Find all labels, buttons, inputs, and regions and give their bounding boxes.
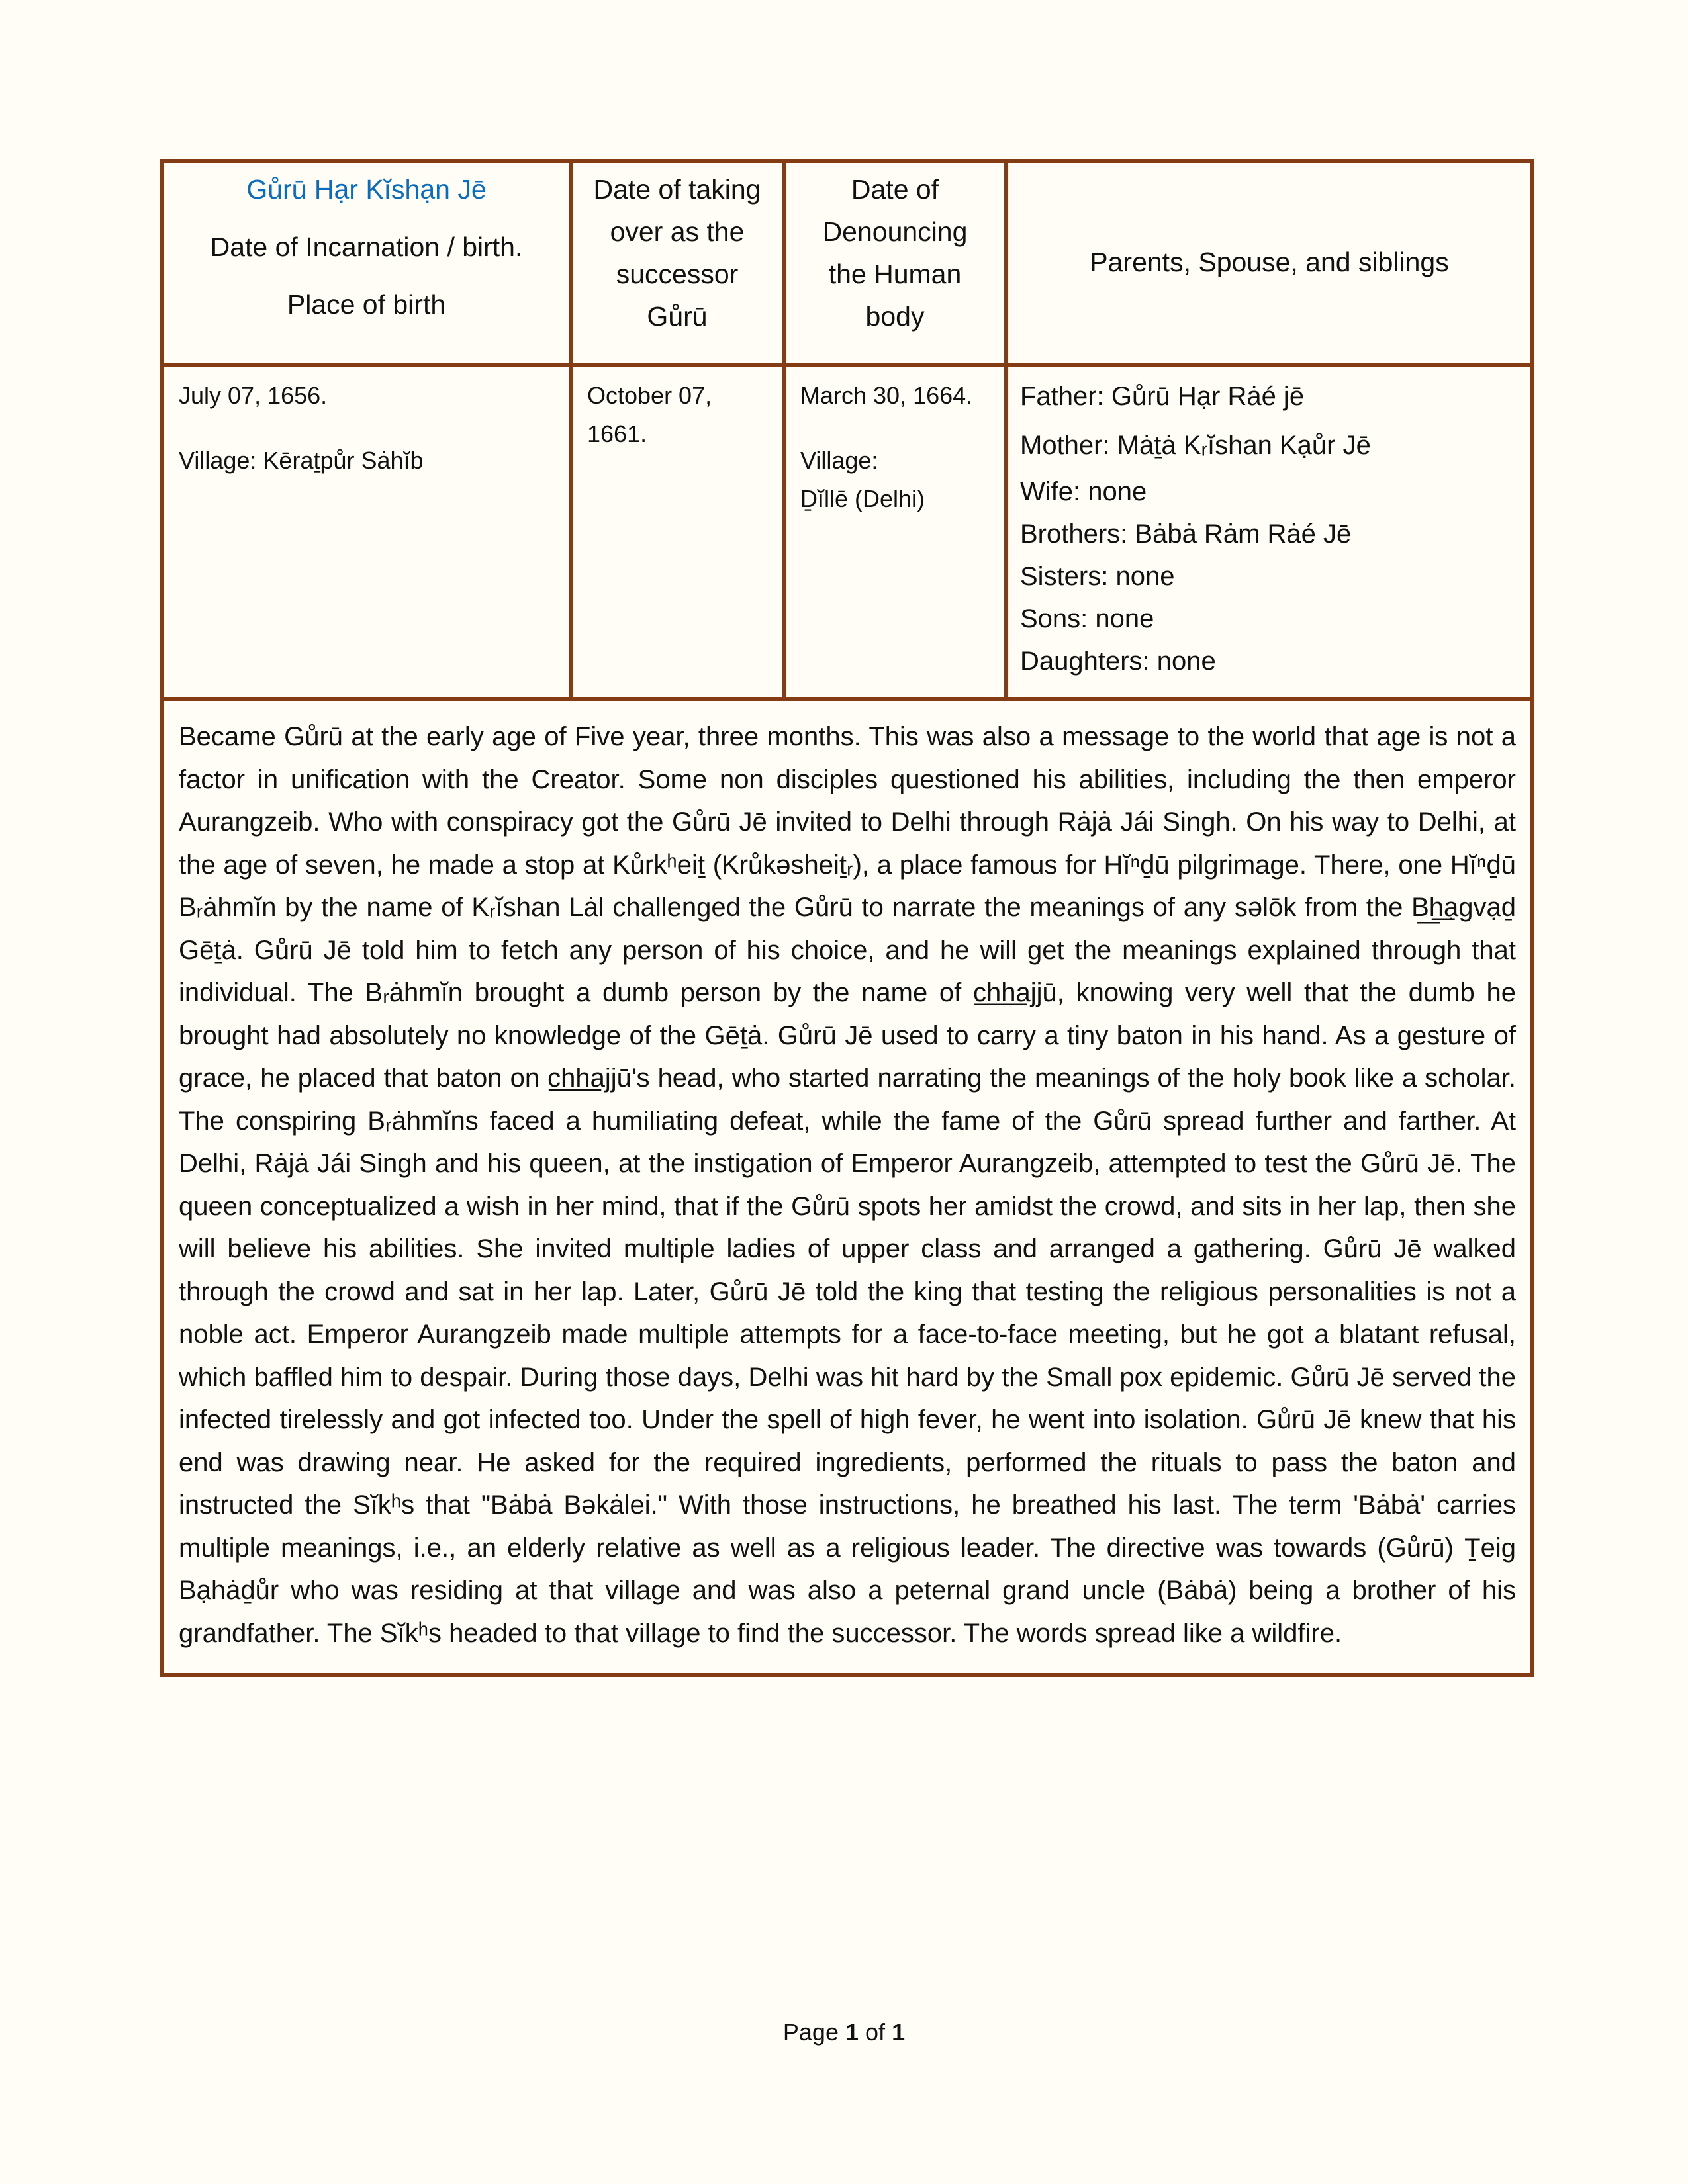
header-death-line: Date of xyxy=(851,174,939,205)
succession-date-year: 1661. xyxy=(587,420,647,447)
header-succession-line: Date of taking xyxy=(593,174,761,205)
birth-cell xyxy=(162,365,571,699)
header-succession-line: successor xyxy=(616,259,739,289)
details-row xyxy=(162,365,1532,699)
death-cell xyxy=(784,365,1006,699)
header-death-line: body xyxy=(865,301,925,332)
family-brothers: Brothers: Bȧbȧ Rȧm Rȧé Jē xyxy=(1020,520,1352,549)
family-sons: Sons: none xyxy=(1020,604,1154,633)
family-daughters: Daughters: none xyxy=(1020,647,1216,676)
header-family-cell xyxy=(1006,161,1532,365)
header-death-line: the Human xyxy=(828,259,962,289)
header-family-label: Parents, Spouse, and siblings xyxy=(1090,246,1449,277)
birth-date: July 07, 1656. xyxy=(179,382,328,409)
succession-date: October 07, xyxy=(587,382,712,409)
family-father: Father: Gůrū Hạr Rȧé jē xyxy=(1020,382,1305,411)
guru-info-table xyxy=(160,159,1534,1677)
header-death-cell xyxy=(784,161,1006,365)
guru-name-title: Gůrū Hạr Kĭshạn Jē xyxy=(246,174,487,205)
header-row xyxy=(162,161,1532,365)
birth-place: Village: Kēraṯpůr Sȧhĭb xyxy=(179,447,424,474)
death-date: March 30, 1664. xyxy=(800,382,973,409)
death-place: Ḏĭllē (Delhi) xyxy=(800,485,925,512)
death-place-label: Village: xyxy=(800,447,878,474)
header-succession-line: Gůrū xyxy=(647,301,708,332)
family-wife: Wife: none xyxy=(1020,477,1147,506)
family-sisters: Sisters: none xyxy=(1020,562,1175,591)
narrative-row xyxy=(162,699,1532,1675)
header-birth-cell xyxy=(162,161,571,365)
family-mother: Mother: Mȧṯȧ Kᵣĭshan Kạůr Jē xyxy=(1020,431,1371,460)
header-death-line: Denouncing xyxy=(822,216,968,247)
header-succession-cell xyxy=(571,161,784,365)
family-cell xyxy=(1006,365,1532,699)
narrative-text: Became Gůrū at the early age of Five year, three months. This was also a message to the world that age is not a factor in unification with the Creator. Some non disciples questioned his abilities, including the then emperor Aurangzeib. Who with conspiracy got the Gůrū Jē invited to Delhi through Rȧjȧ Jái Singh. On his way to Delhi, at the age of seven, he made a stop at Kůrkʰeiṯ (Krůkəsheiṯᵣ), a place famous for Hĭⁿḏū pilgrimage. There, one Hĭⁿḏū Bᵣȧhmĭn by the name of Kᵣĭshan Lȧl challenged the Gůrū to narrate the meanings of any səlōk from the B͟h͟ạgvạḏ Gēṯȧ. Gůrū Jē told him to fetch any person of his choice, and he will get the meanings explained through that individual. The Bᵣȧhmĭn brought a dumb person by the name of c͟h͟h͟ajjū, knowing very well that the dumb he brought had absolutely no knowledge of the Gēṯȧ. Gůrū Jē used to carry a tiny baton in his hand. As a gesture of grace, he placed that baton on c͟h͟h͟ajjū's head, who started narrating the meanings of the holy book like a scholar. The conspiring Bᵣȧhmĭns faced a humiliating defeat, while the fame of the Gůrū spread further and farther. At Delhi, Rȧjȧ Jái Singh and his queen, at the instigation of Emperor Aurangzeib, attempted to test the Gůrū Jē. The queen conceptualized a wish in her mind, that if the Gůrū spots her amidst the crowd, and sits in her lap, then she will believe his abilities. She invited multiple ladies of upper class and arranged a gathering. Gůrū Jē walked through the crowd and sat in her lap. Later, Gůrū Jē told the king that testing the religious personalities is not a noble act. Emperor Aurangzeib made multiple attempts for a face-to-face meeting, but he got a blatant refusal, which baffled him to despair. During those days, Delhi was hit hard by the Small pox epidemic. Gůrū Jē served the infected tirelessly and got infected too. Under the spell of high fever, he went into isolation. Gůrū Jē knew that his end was drawing near. He asked for the required ingredients, performed the rituals to pass the baton and instructed the Sĭkʰs that "Bȧbȧ Bəkȧlei." With those instructions, he breathed his last. The term 'Bȧbȧ' carries multiple meanings, i.e., an elderly relative as well as a religious leader. The directive was towards (Gůrū) Ṯeig Bạhȧḏůr who was residing at that village and was also a peternal grand uncle (Bȧbȧ) being a brother of his grandfather. The Sĭkʰs headed to that village to find the successor. The words spread like a wildfire. xyxy=(179,722,1516,1648)
page-footer xyxy=(0,2019,1688,2046)
succession-cell xyxy=(571,365,784,699)
header-succession-line: over as the xyxy=(610,216,745,247)
narrative-cell xyxy=(162,699,1532,1675)
page-label: Page xyxy=(782,2019,839,2046)
of-label: of xyxy=(865,2019,886,2046)
current-page-number: 1 xyxy=(845,2019,859,2046)
header-birth-place-label: Place of birth xyxy=(287,289,446,320)
total-pages-number: 1 xyxy=(892,2019,906,2046)
header-birth-date-label: Date of Incarnation / birth. xyxy=(210,232,523,262)
